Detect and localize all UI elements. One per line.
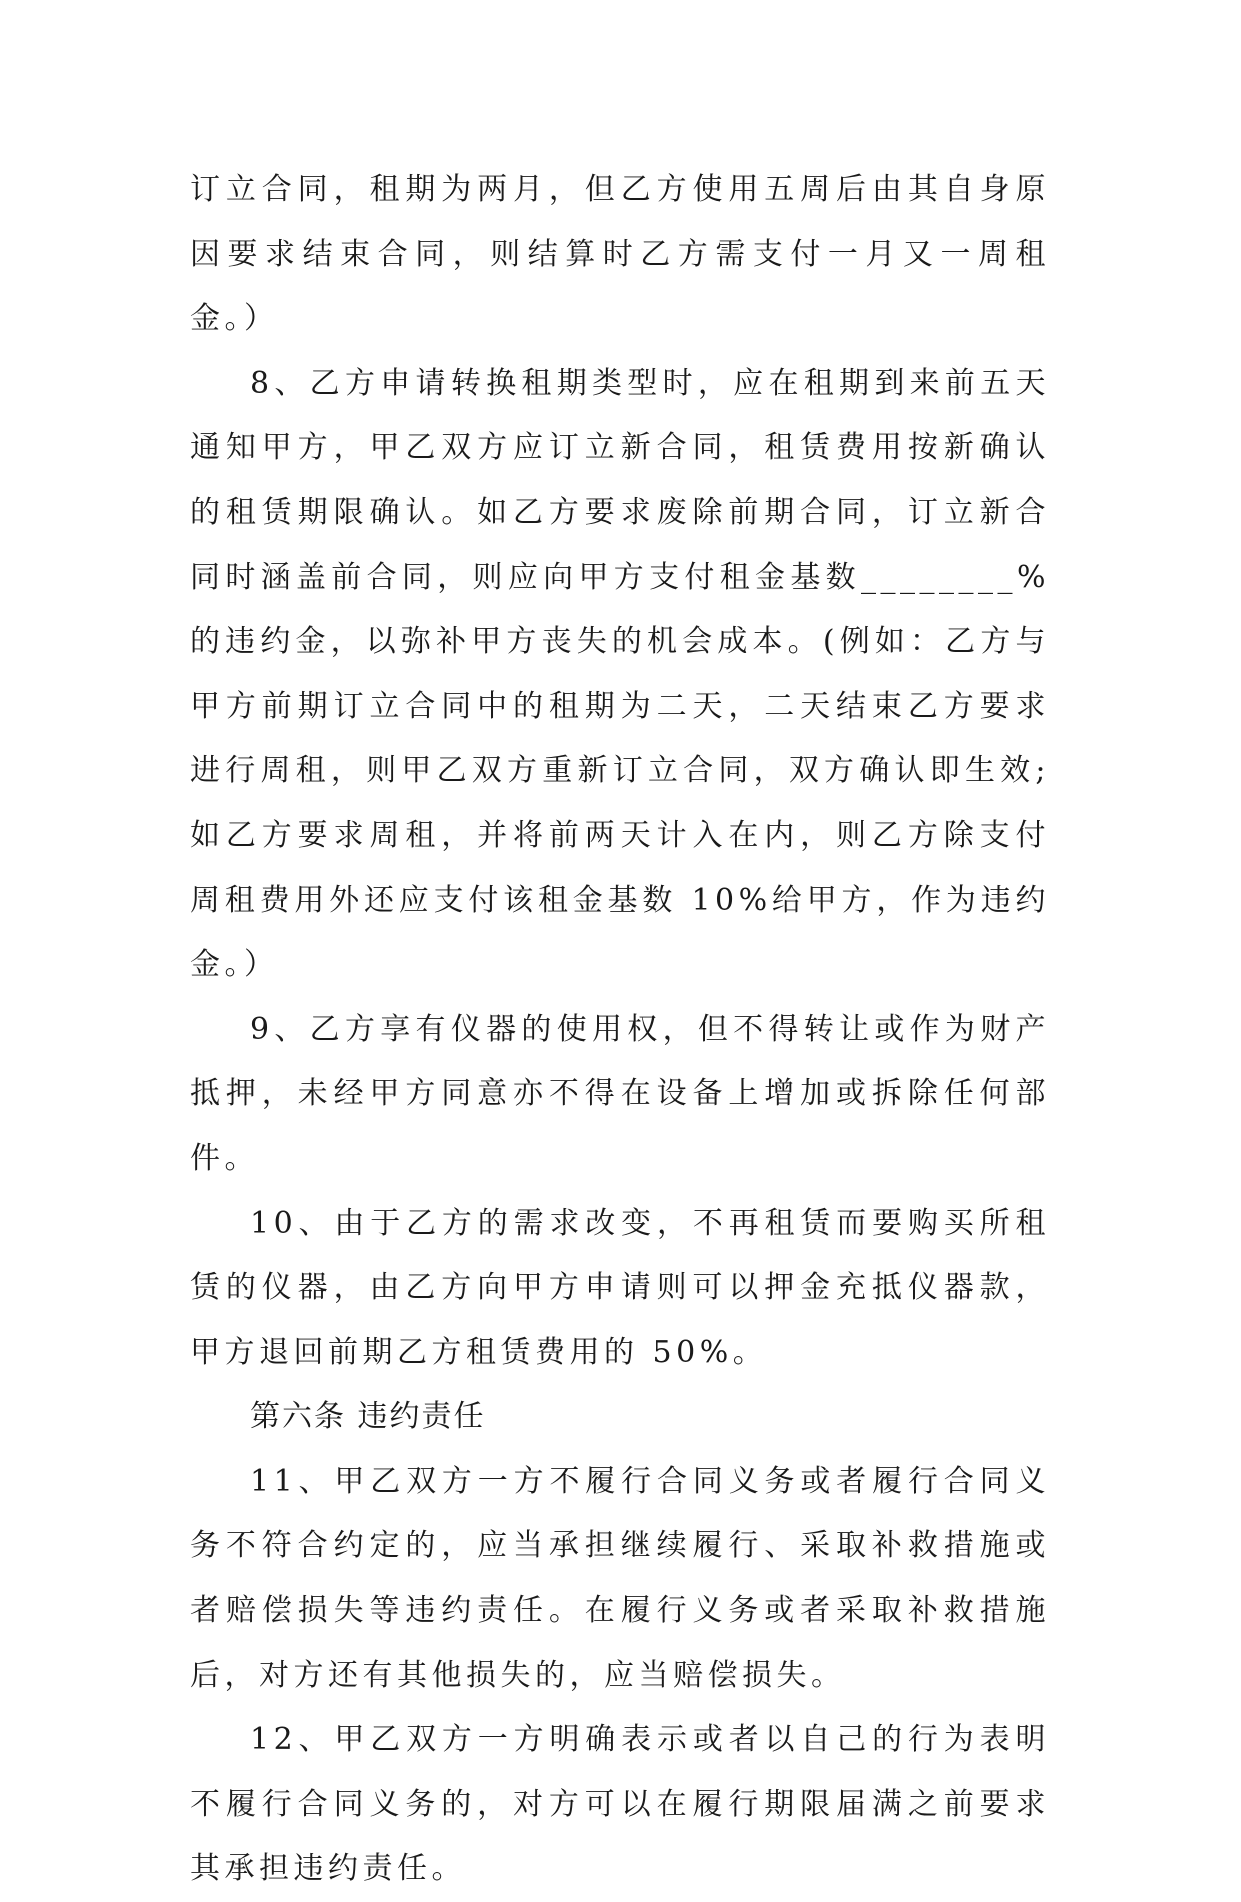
paragraph-clause-12: 12、甲乙双方一方明确表示或者以自己的行为表明不履行合同义务的，对方可以在履行期限届满之前要求其承担违约责任。 — [190, 1722, 1050, 1887]
paragraph-continuation: 订立合同，租期为两月，但乙方使用五周后由其自身原因要求结束合同，则结算时乙方需支付一月又一周租金。） — [190, 172, 1050, 337]
document-body — [190, 158, 1050, 1902]
paragraph-clause-8: 8、乙方申请转换租期类型时，应在租期到来前五天通知甲方，甲乙双方应订立新合同，租赁费用按新确认的租赁期限确认。如乙方要求废除前期合同，订立新合同时涵盖前合同，则应向甲方支付租金基数________%的违约金，以弥补甲方丧失的机会成本。(例如：乙方与甲方前期订立合同中的租期为二天，二天结束乙方要求进行周租，则甲乙双方重新订立合同，双方确认即生效;如乙方要求周租，并将前两天计入在内，则乙方除支付周租费用外还应支付该租金基数 10%给甲方，作为违约金。） — [190, 365, 1050, 983]
paragraph-clause-10: 10、由于乙方的需求改变，不再租赁而要购买所租赁的仪器，由乙方向甲方申请则可以押金充抵仪器款，甲方退回前期乙方租赁费用的 50%。 — [190, 1205, 1050, 1370]
section-heading: 第六条 违约责任 — [250, 1399, 486, 1435]
paragraph-clause-9: 9、乙方享有仪器的使用权，但不得转让或作为财产抵押，未经甲方同意亦不得在设备上增加或拆除任何部件。 — [190, 1011, 1050, 1176]
paragraph-clause-11: 11、甲乙双方一方不履行合同义务或者履行合同义务不符合约定的，应当承担继续履行、采取补救措施或者赔偿损失等违约责任。在履行义务或者采取补救措施后，对方还有其他损失的，应当赔偿损失。 — [190, 1463, 1050, 1693]
